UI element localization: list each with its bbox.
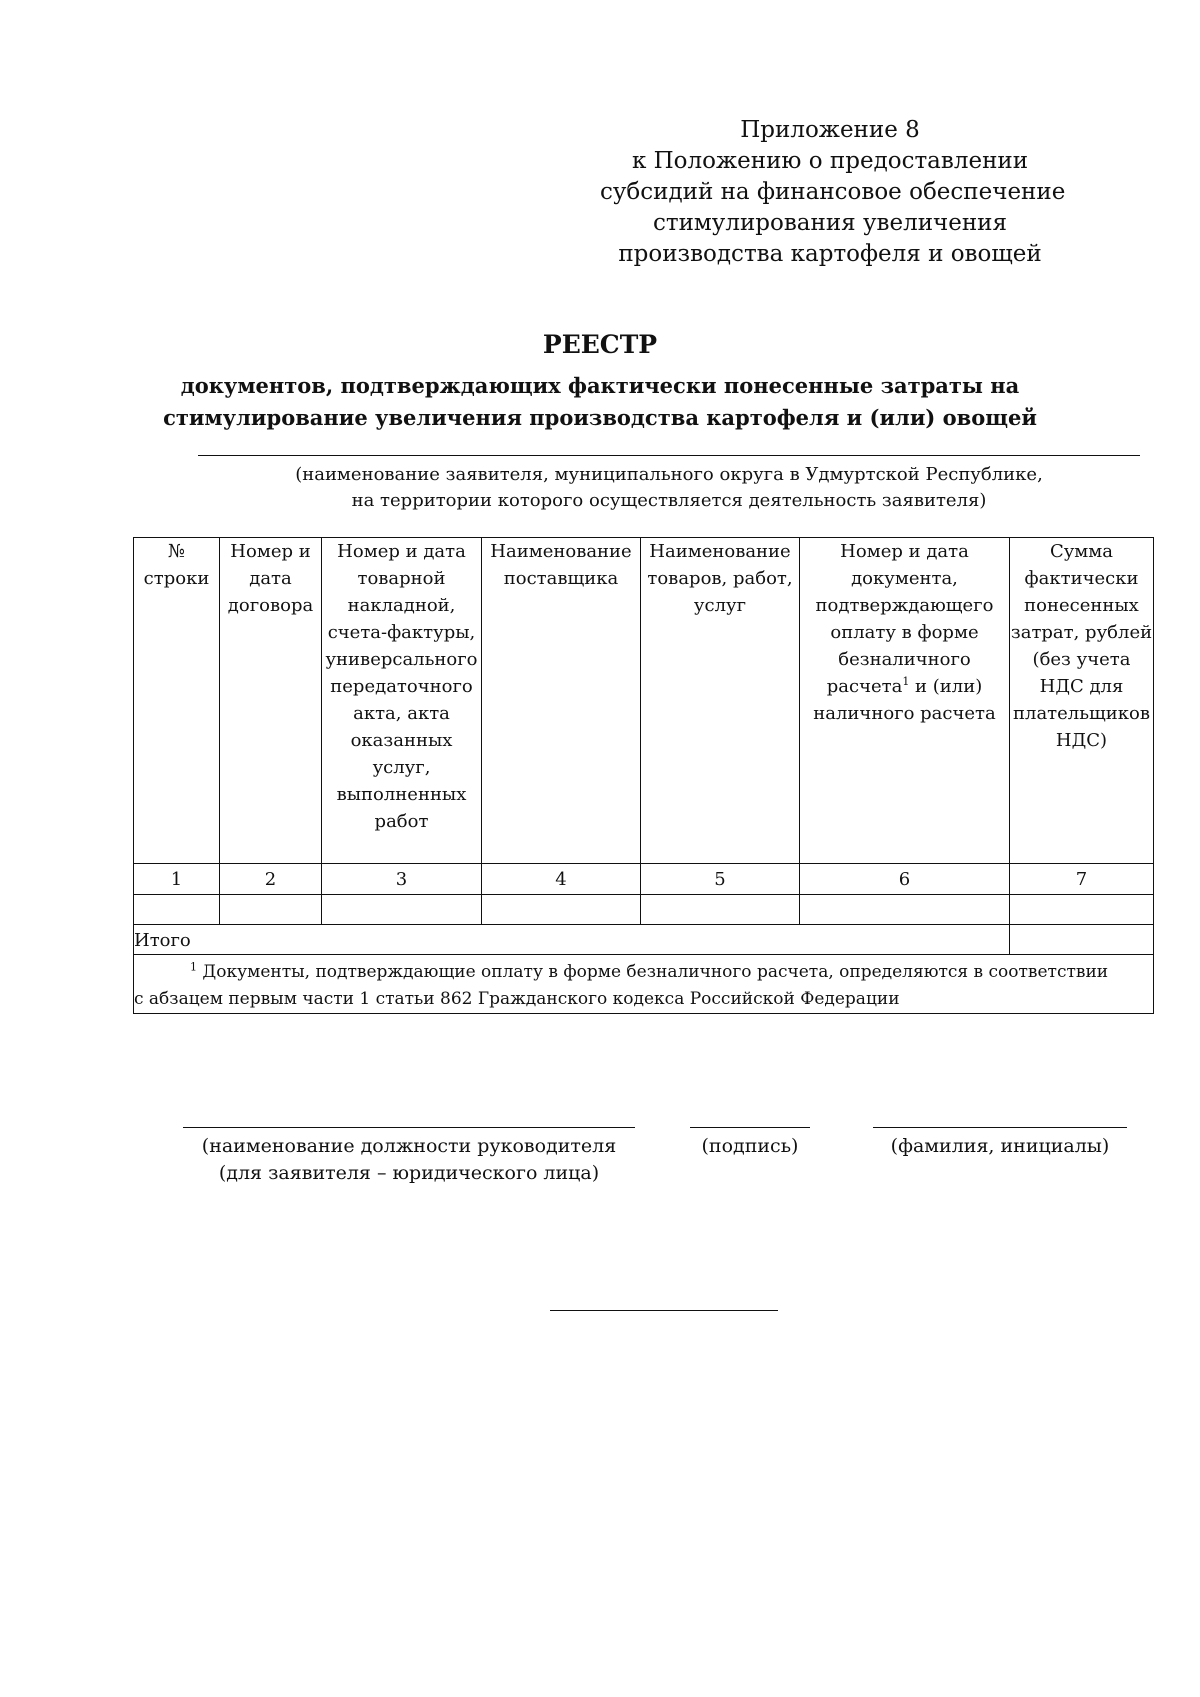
appendix-line-4: стимулирования увеличения (652, 210, 1008, 236)
table-row (134, 895, 1154, 925)
footnote-row (134, 955, 1154, 1014)
appendix-line-2: к Положению о предоставлении (631, 148, 1029, 174)
header-footnote-mark: 1 (902, 675, 910, 688)
column-number-row (134, 864, 1154, 895)
total-label: Итого (134, 925, 1010, 955)
subtitle-line-1: документов, подтверждающих фактически понесенные затраты на (180, 373, 1020, 398)
document-title: РЕЕСТР (542, 330, 658, 359)
footnote (134, 955, 1154, 1014)
header-row-number: № строки (134, 538, 220, 864)
table-cell[interactable] (322, 895, 482, 925)
header-payment-document (800, 538, 1010, 864)
signature-caption: (подпись) (701, 1135, 799, 1157)
header-invoice: Номер и дата товарной накладной, счета-фактуры, универсального передаточного акта, акта оказанных услуг, выполненных работ (322, 538, 482, 864)
column-number: 1 (134, 864, 220, 895)
column-number: 2 (220, 864, 322, 895)
header-goods: Наименование товаров, работ, услуг (641, 538, 800, 864)
end-separator-line (550, 1310, 778, 1311)
position-caption-line-1: (наименование должности руководителя (201, 1135, 617, 1157)
applicant-caption (198, 462, 1140, 514)
total-amount-cell[interactable] (1010, 925, 1154, 955)
table-cell[interactable] (482, 895, 641, 925)
appendix-line-1: Приложение 8 (740, 117, 920, 143)
column-number: 6 (800, 864, 1010, 895)
header-payment-text: Номер и дата документа, подтверждающего оплату в форме безналичного расчета (815, 541, 994, 697)
footnote-line-2: с абзацем первым части 1 статьи 862 Гражданского кодекса Российской Федерации (134, 989, 900, 1009)
table-cell[interactable] (1010, 895, 1154, 925)
table-cell[interactable] (641, 895, 800, 925)
table-header-row (134, 538, 1154, 864)
total-row (134, 925, 1154, 955)
document-subtitle (160, 370, 1040, 434)
column-number: 5 (641, 864, 800, 895)
appendix-line-5: производства картофеля и овощей (618, 241, 1042, 267)
header-supplier: Наименование поставщика (482, 538, 641, 864)
column-number: 4 (482, 864, 641, 895)
applicant-fill-line[interactable] (198, 455, 1140, 456)
applicant-caption-line-1: (наименование заявителя, муниципального округа в Удмуртской Республике, (295, 464, 1043, 485)
position-caption (183, 1133, 635, 1187)
column-number: 3 (322, 864, 482, 895)
applicant-caption-line-2: на территории которого осуществляется деятельность заявителя) (351, 490, 987, 511)
appendix-header (600, 115, 1066, 270)
appendix-line-3: субсидий на финансовое обеспечение (600, 179, 1066, 205)
column-number: 7 (1010, 864, 1154, 895)
table-cell[interactable] (800, 895, 1010, 925)
position-caption-line-2: (для заявителя – юридического лица) (218, 1162, 600, 1184)
table-cell[interactable] (220, 895, 322, 925)
position-fill-line[interactable] (183, 1127, 635, 1128)
name-caption: (фамилия, инициалы) (890, 1135, 1110, 1157)
subtitle-line-2: стимулирование увеличения производства картофеля и (или) овощей (163, 405, 1037, 430)
header-amount: Сумма фактически понесенных затрат, рублей (без учета НДС для плательщиков НДС) (1010, 538, 1154, 864)
header-contract: Номер и дата договора (220, 538, 322, 864)
name-fill-line[interactable] (873, 1127, 1127, 1128)
signature-fill-line[interactable] (690, 1127, 810, 1128)
footnote-line-1: Документы, подтверждающие оплату в форме безналичного расчета, определяются в соответствии (202, 962, 1109, 982)
registry-table (133, 537, 1154, 1014)
footnote-mark: 1 (190, 960, 197, 974)
header-payment-tail: и (или) наличного расчета (813, 676, 996, 724)
table-cell[interactable] (134, 895, 220, 925)
